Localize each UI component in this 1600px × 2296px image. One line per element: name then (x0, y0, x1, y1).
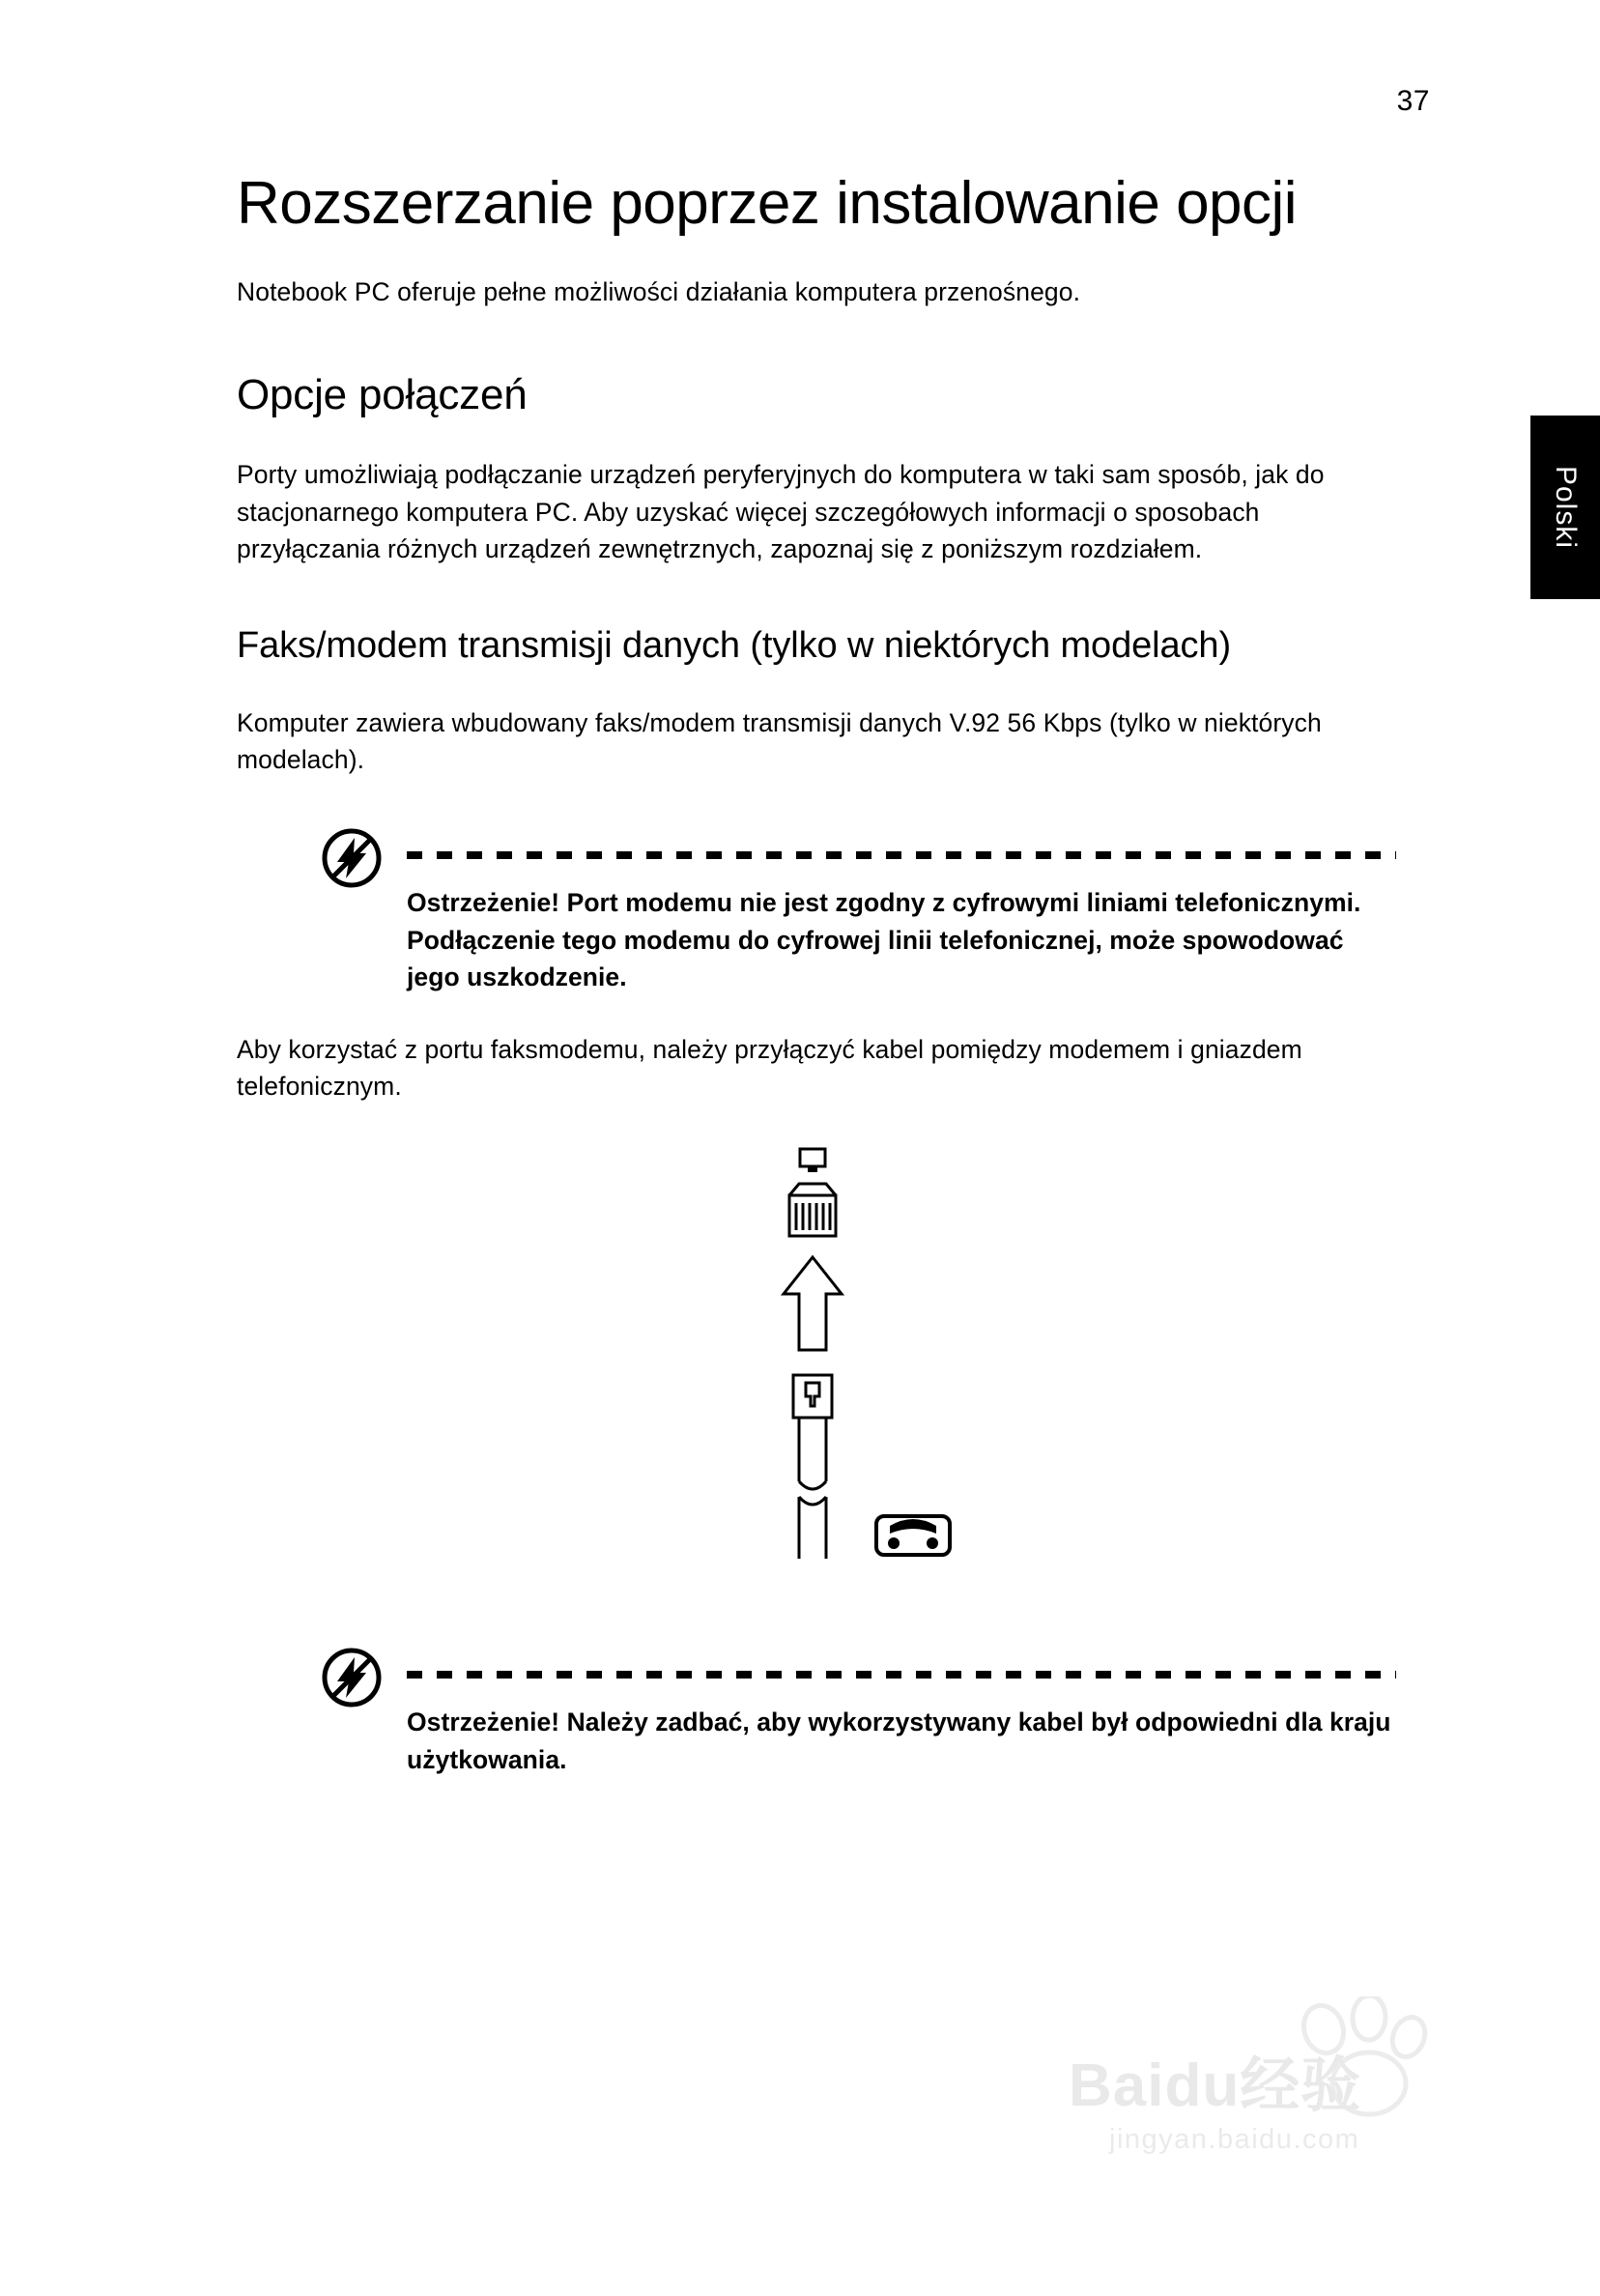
paragraph-modem-cable: Aby korzystać z portu faksmodemu, należy przyłączyć kabel pomiędzy modemem i gniazdem telefonicznym. (237, 1034, 1302, 1102)
page-number: 37 (1396, 85, 1430, 117)
warning-icon (322, 1648, 382, 1708)
page-title: Rozszerzanie poprzez instalowanie opcji (237, 170, 1298, 237)
subsection-paragraph-modem: Komputer zawiera wbudowany faks/modem transmisji danych V.92 56 Kbps (tylko w niektórych modelach). (237, 707, 1322, 774)
language-side-tab (1530, 416, 1600, 599)
watermark (1069, 1996, 1455, 2180)
warning-text-cable-country: Ostrzeżenie! Należy zadbać, aby wykorzystywany kabel był odpowiedni dla kraju użytkowania. (407, 1708, 1391, 1774)
warning-text-digital-lines: Ostrzeżenie! Port modemu nie jest zgodny z cyfrowymi liniami telefonicznymi. Podłączenie tego modemu do cyfrowej linii telefonicznej, może spowodować jego uszkodzenie. (407, 888, 1361, 992)
page-content (237, 169, 1396, 1778)
rj11-plug-icon (793, 1375, 832, 1418)
warning-icon (322, 828, 382, 888)
modem-cable-connection-diagram (237, 1143, 1396, 1597)
intro-paragraph: Notebook PC oferuje pełne możliwości działania komputera przenośnego. (237, 276, 1081, 306)
cable (799, 1418, 826, 1559)
warning-dashed-rule (407, 851, 1396, 859)
subsection-heading-fax-modem: Faks/modem transmisji danych (tylko w niektórych modelach) (237, 625, 1231, 667)
telephone-icon (876, 1516, 950, 1555)
warning-block-cable-country (237, 1653, 1396, 1778)
watermark-subtext: jingyan.baidu.com (1109, 2124, 1360, 2155)
warning-block-digital-lines (237, 834, 1396, 995)
language-side-tab-label: Polski (1550, 465, 1582, 550)
warning-dashed-rule (407, 1671, 1396, 1679)
watermark-text: Baidu经验 (1069, 2052, 1362, 2119)
section-paragraph-ports: Porty umożliwiają podłączanie urządzeń peryferyjnych do komputera w taki sam sposób, jak do stacjonarnego komputera PC. Aby uzyskać więcej szczegółowych informacji o sposobach przyłączania różnych urządzeń zewnętrznych, zapoznaj się z poniższym rozdziałem. (237, 460, 1325, 563)
rj11-port-icon (800, 1149, 825, 1172)
rj11-jack-icon (789, 1184, 836, 1236)
section-heading-connection-options: Opcje połączeń (237, 371, 528, 419)
up-arrow-icon (784, 1257, 842, 1350)
